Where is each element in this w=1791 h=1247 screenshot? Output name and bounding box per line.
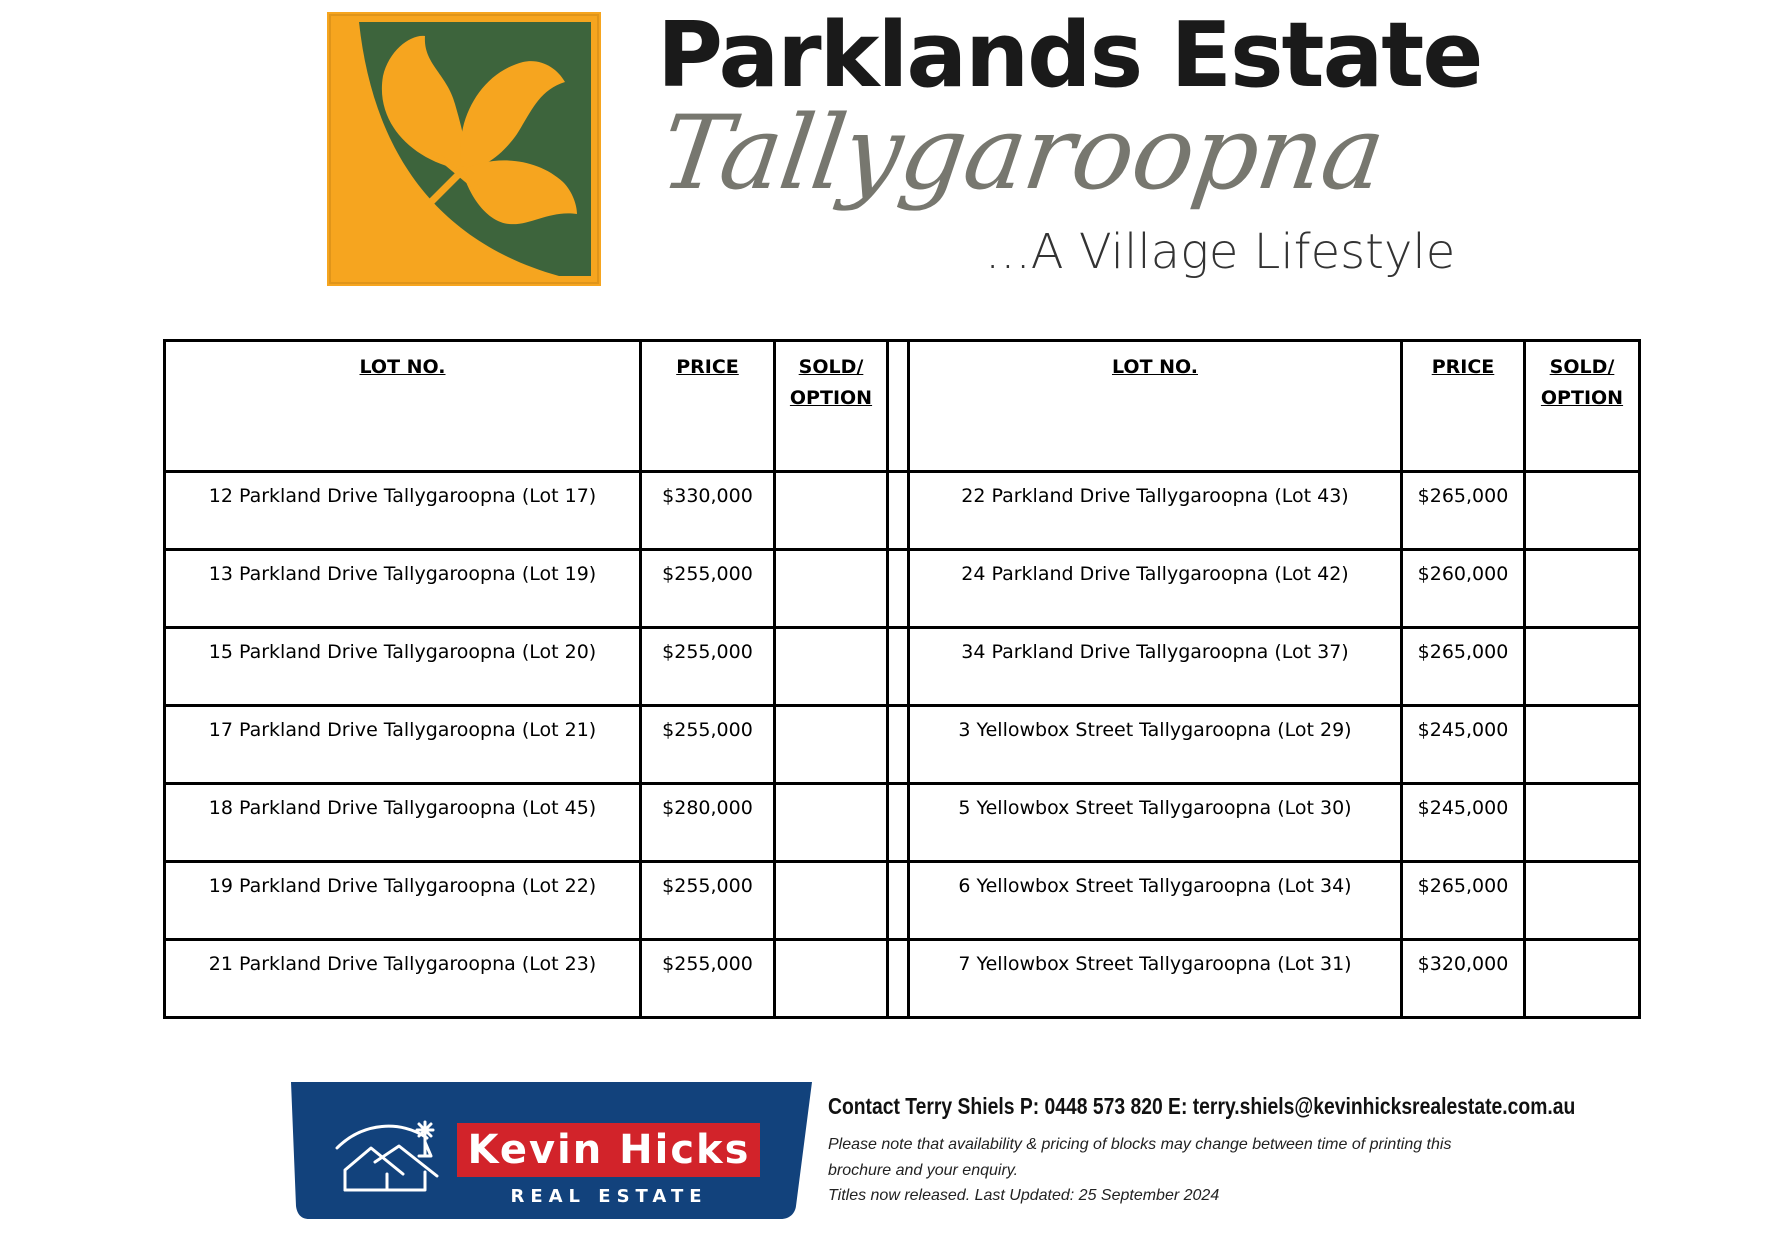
sold-option-cell — [1525, 550, 1640, 628]
lots-table — [163, 339, 1641, 1019]
table-row — [165, 940, 1640, 1018]
price-cell: $255,000 — [641, 628, 775, 706]
sold-option-cell — [775, 472, 888, 550]
lot-cell: 15 Parkland Drive Tallygaroopna (Lot 20) — [165, 628, 641, 706]
price-cell: $260,000 — [1402, 550, 1525, 628]
table-row — [165, 472, 1640, 550]
column-gap — [888, 784, 909, 862]
header-lot-no-right: LOT NO. — [909, 341, 1402, 472]
table-row — [165, 784, 1640, 862]
script-subtitle: Tallygaroopna — [653, 94, 1391, 213]
table-row — [165, 628, 1640, 706]
header-price-right: PRICE — [1402, 341, 1525, 472]
sold-option-cell — [775, 784, 888, 862]
sold-option-cell — [775, 628, 888, 706]
column-gap — [888, 472, 909, 550]
brand-name: Kevin Hicks — [467, 1127, 751, 1173]
sold-option-cell — [1525, 784, 1640, 862]
column-gap — [888, 940, 909, 1018]
lot-cell: 24 Parkland Drive Tallygaroopna (Lot 42) — [909, 550, 1402, 628]
column-gap — [888, 628, 909, 706]
lot-cell: 19 Parkland Drive Tallygaroopna (Lot 22) — [165, 862, 641, 940]
header-sold-option-right — [1525, 341, 1640, 472]
lot-cell: 21 Parkland Drive Tallygaroopna (Lot 23) — [165, 940, 641, 1018]
lot-cell: 3 Yellowbox Street Tallygaroopna (Lot 29) — [909, 706, 1402, 784]
sold-option-cell — [1525, 628, 1640, 706]
lot-cell: 7 Yellowbox Street Tallygaroopna (Lot 31) — [909, 940, 1402, 1018]
lot-cell: 6 Yellowbox Street Tallygaroopna (Lot 34) — [909, 862, 1402, 940]
price-cell: $265,000 — [1402, 628, 1525, 706]
page-title: Parklands Estate — [657, 3, 1482, 108]
price-cell: $280,000 — [641, 784, 775, 862]
price-cell: $245,000 — [1402, 784, 1525, 862]
price-cell: $245,000 — [1402, 706, 1525, 784]
lot-cell: 17 Parkland Drive Tallygaroopna (Lot 21) — [165, 706, 641, 784]
brand-sub: REAL ESTATE — [510, 1186, 708, 1207]
sold-option-cell — [1525, 862, 1640, 940]
header-sold-label: SOLD/ — [1549, 356, 1615, 378]
sold-option-cell — [1525, 706, 1640, 784]
column-gap — [888, 550, 909, 628]
table-row — [165, 862, 1640, 940]
table-header-row — [165, 341, 1640, 472]
price-cell: $255,000 — [641, 706, 775, 784]
header-sold-option-left — [775, 341, 888, 472]
price-cell: $320,000 — [1402, 940, 1525, 1018]
sold-option-cell — [775, 550, 888, 628]
column-gap — [888, 706, 909, 784]
price-cell: $255,000 — [641, 550, 775, 628]
sold-option-cell — [775, 862, 888, 940]
header-option-label: OPTION — [1540, 387, 1624, 409]
disclaimer-line-2: brochure and your enquiry. — [828, 1162, 1019, 1179]
sold-option-cell — [1525, 940, 1640, 1018]
price-cell: $330,000 — [641, 472, 775, 550]
lot-cell: 5 Yellowbox Street Tallygaroopna (Lot 30) — [909, 784, 1402, 862]
price-cell: $265,000 — [1402, 472, 1525, 550]
table-row — [165, 706, 1640, 784]
column-gap — [888, 341, 909, 472]
header-price-left: PRICE — [641, 341, 775, 472]
disclaimer-line-3: Titles now released. Last Updated: 25 September 2024 — [828, 1187, 1220, 1204]
header-lot-no-left: LOT NO. — [165, 341, 641, 472]
lot-cell: 34 Parkland Drive Tallygaroopna (Lot 37) — [909, 628, 1402, 706]
price-cell: $255,000 — [641, 940, 775, 1018]
tagline: ...A Village Lifestyle — [985, 224, 1456, 280]
sold-option-cell — [775, 940, 888, 1018]
lot-cell: 13 Parkland Drive Tallygaroopna (Lot 19) — [165, 550, 641, 628]
price-cell: $265,000 — [1402, 862, 1525, 940]
sold-option-cell — [1525, 472, 1640, 550]
header-option-label: OPTION — [789, 387, 873, 409]
kevin-hicks-logo — [291, 1082, 812, 1219]
column-gap — [888, 862, 909, 940]
lot-cell: 12 Parkland Drive Tallygaroopna (Lot 17) — [165, 472, 641, 550]
table-row — [165, 550, 1640, 628]
price-cell: $255,000 — [641, 862, 775, 940]
contact-line: Contact Terry Shiels P: 0448 573 820 E: terry.shiels@kevinhicksrealestate.com.au — [828, 1093, 1576, 1119]
header-sold-label: SOLD/ — [798, 356, 864, 378]
leaf-logo-icon — [327, 12, 601, 286]
lot-cell: 22 Parkland Drive Tallygaroopna (Lot 43) — [909, 472, 1402, 550]
sold-option-cell — [775, 706, 888, 784]
lot-cell: 18 Parkland Drive Tallygaroopna (Lot 45) — [165, 784, 641, 862]
disclaimer-line-1: Please note that availability & pricing of blocks may change between time of printing this — [828, 1136, 1452, 1153]
